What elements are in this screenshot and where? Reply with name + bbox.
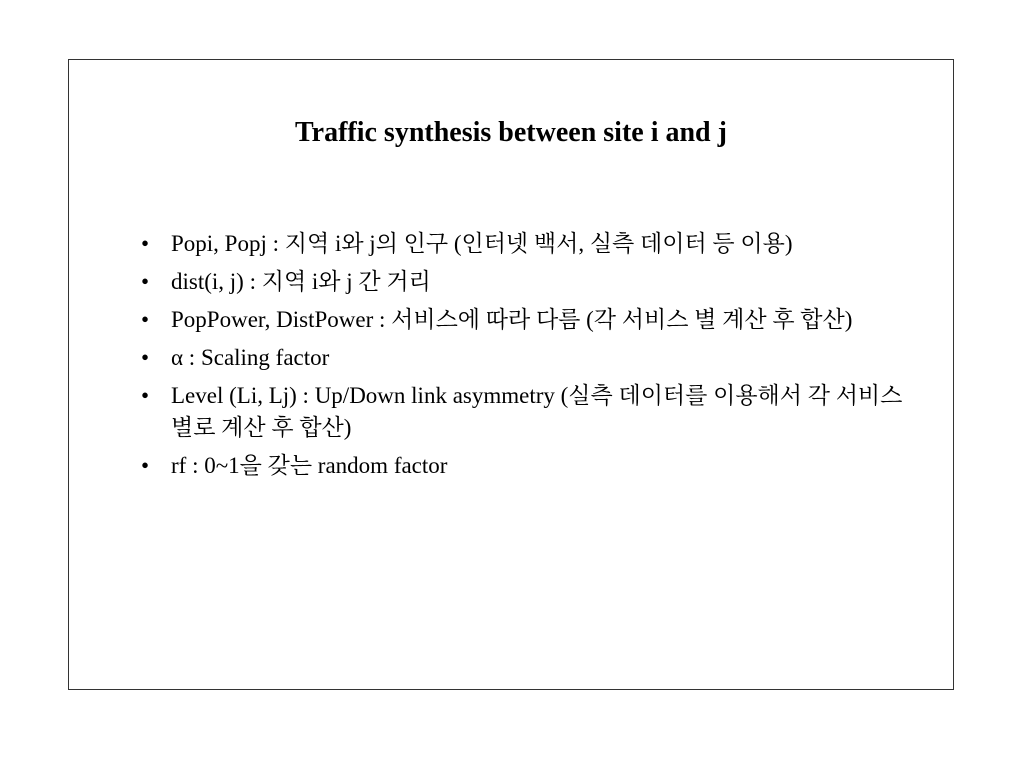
bullet-text: Popi, Popj : 지역 i와 j의 인구 (인터넷 백서, 실측 데이터 등 이용) — [171, 231, 793, 256]
bullet-icon: • — [141, 231, 150, 256]
bullet-icon: • — [141, 453, 150, 478]
bullet-text: dist(i, j) : 지역 i와 j 간 거리 — [171, 269, 431, 294]
bullet-item-random-factor — [139, 450, 914, 482]
bullet-text: α : Scaling factor — [171, 345, 330, 370]
bullet-icon: • — [141, 345, 150, 370]
bullet-item-population — [139, 228, 914, 260]
bullet-icon: • — [141, 383, 150, 408]
bullet-item-power — [139, 304, 914, 336]
bullet-text: rf : 0~1을 갖는 random factor — [171, 453, 448, 478]
slide-frame — [68, 59, 954, 690]
bullet-text: PopPower, DistPower : 서비스에 따라 다름 (각 서비스 별 계산 후 합산) — [171, 307, 853, 332]
bullet-text: Level (Li, Lj) : Up/Down link asymmetry (실측 데이터를 이용해서 각 서비스별로 계산 후 합산) — [171, 383, 903, 440]
bullet-icon: • — [141, 269, 150, 294]
bullet-item-scaling-factor — [139, 342, 914, 374]
slide-title: Traffic synthesis between site i and j — [295, 117, 727, 148]
bullet-icon: • — [141, 307, 150, 332]
bullet-list — [139, 228, 914, 488]
bullet-item-level — [139, 380, 914, 444]
bullet-item-distance — [139, 266, 914, 298]
